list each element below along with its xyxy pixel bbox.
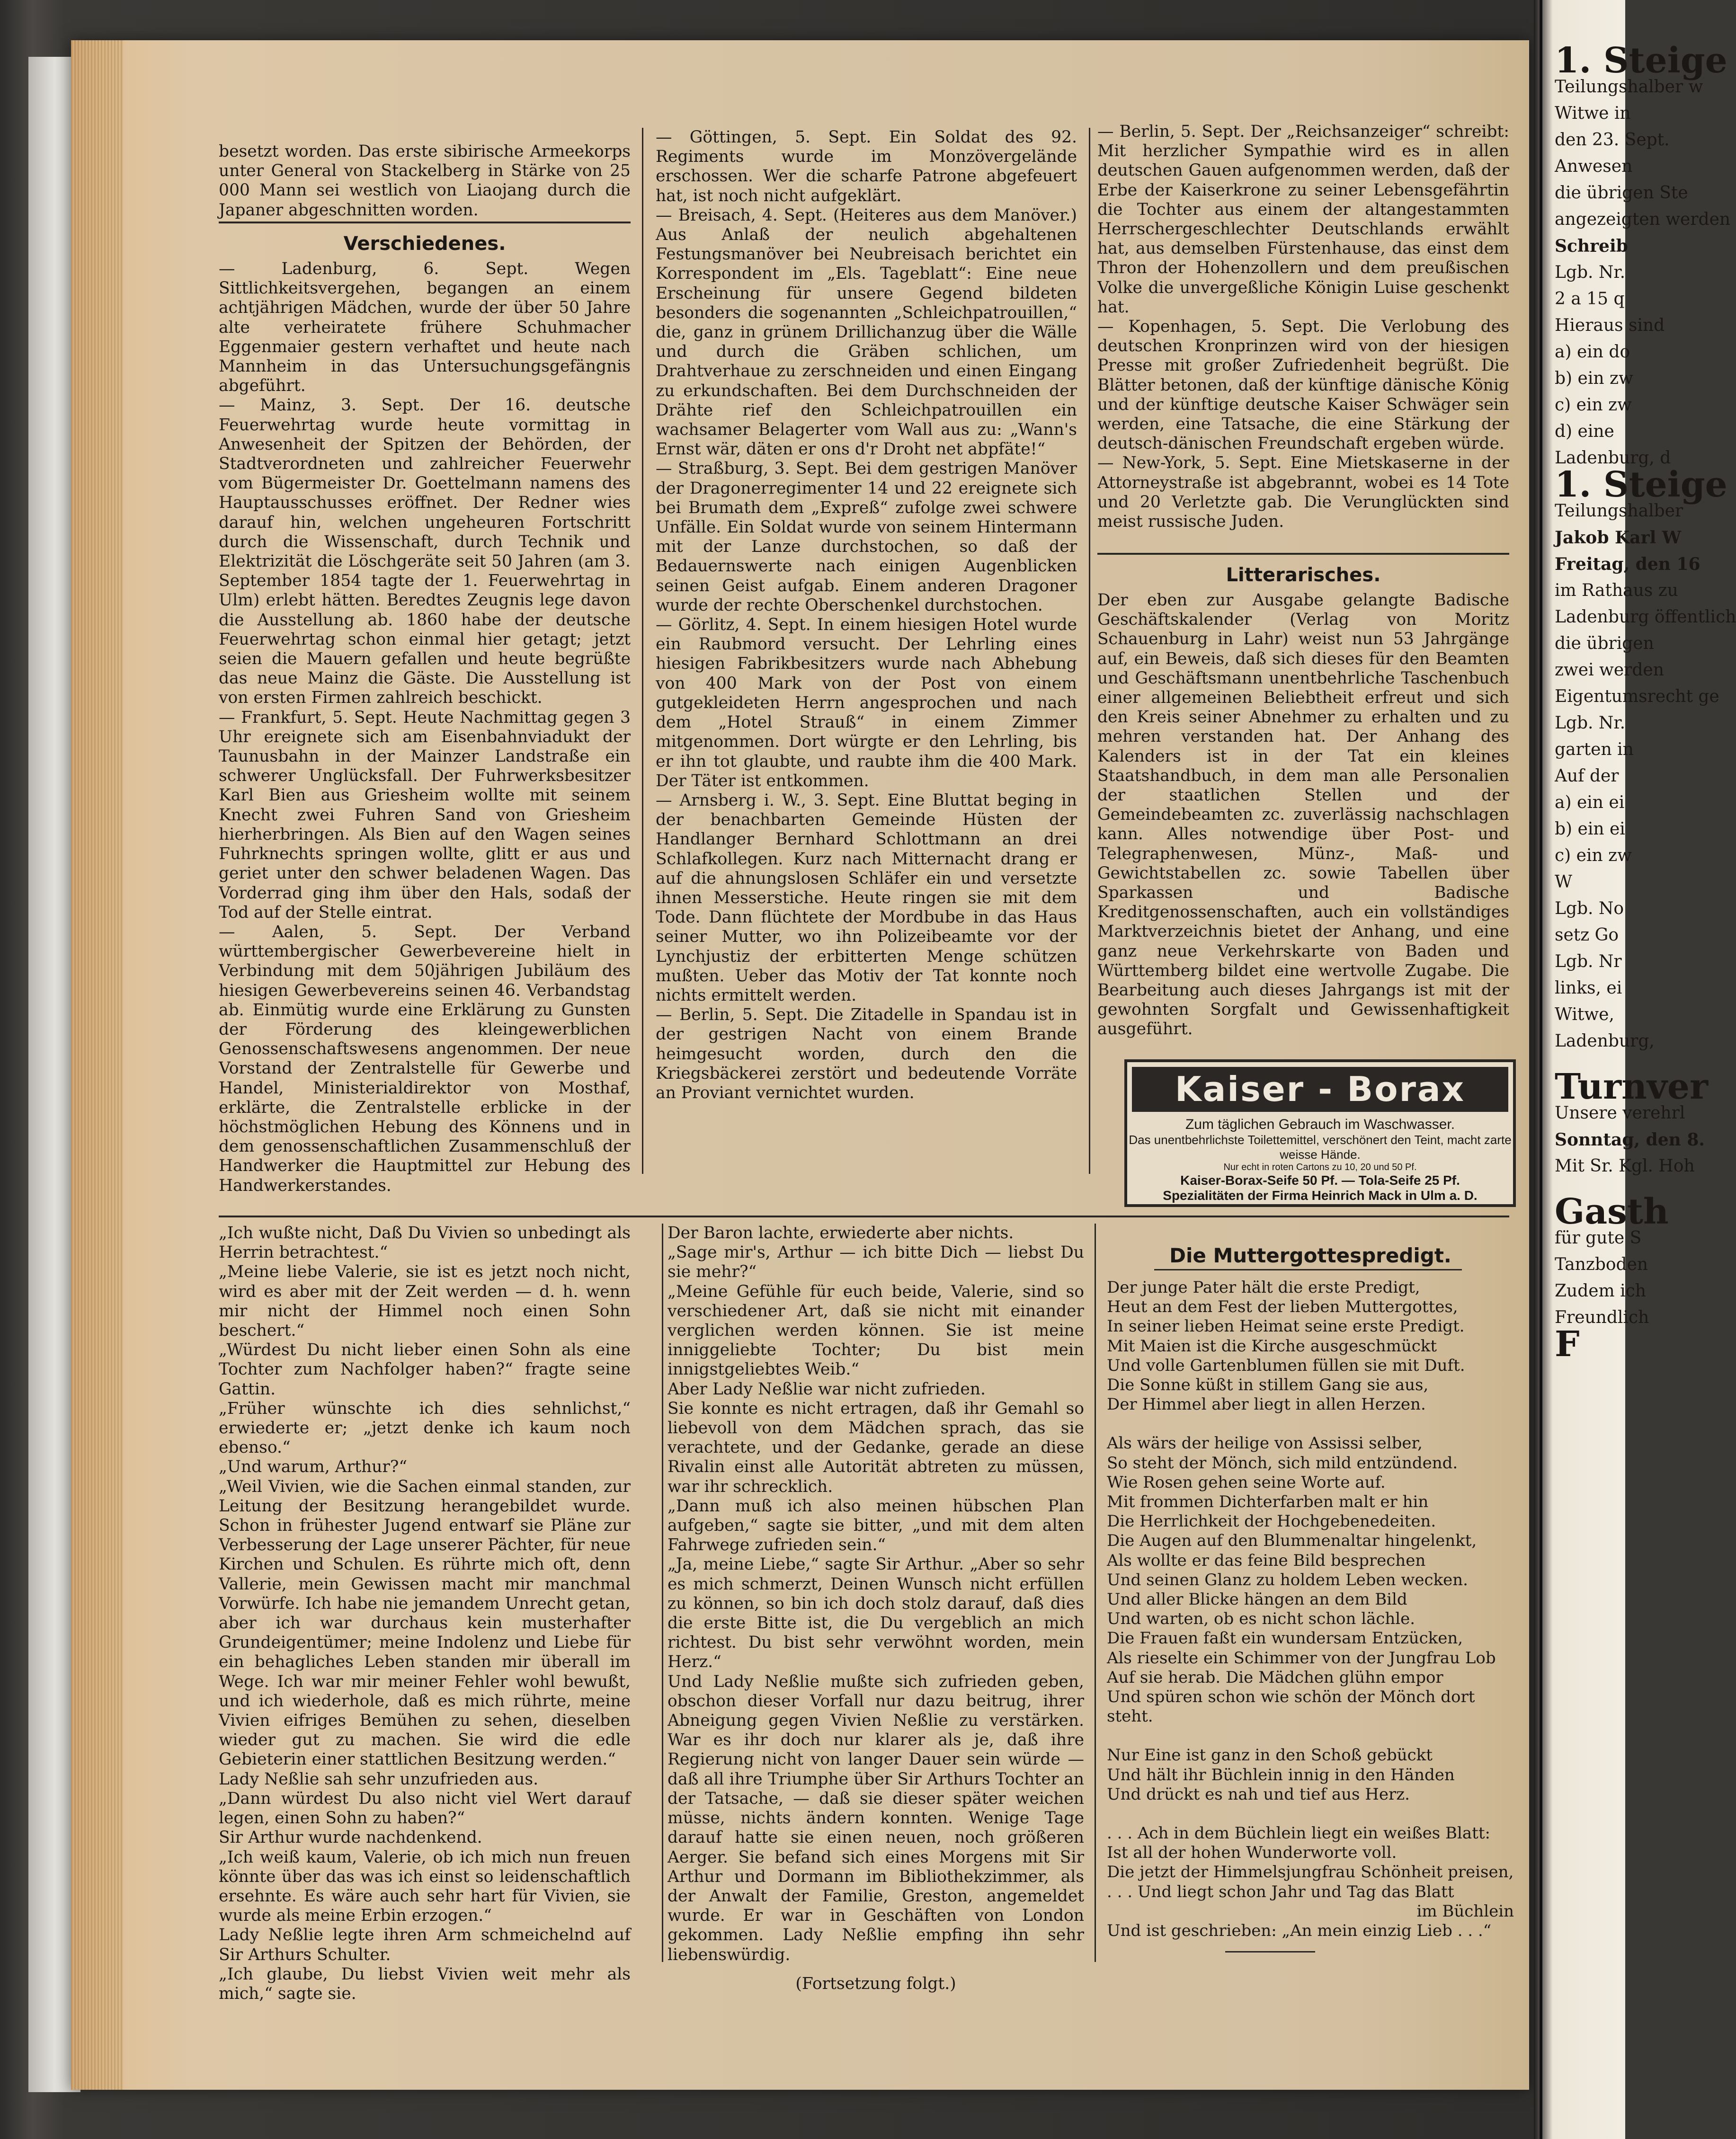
poem-line: Ist all der hohen Wunderworte voll. bbox=[1107, 1843, 1397, 1863]
novel-left-p7: Lady Neßlie sah sehr unzufrieden aus. bbox=[219, 1769, 539, 1789]
verschiedenes-heading: Verschiedenes. bbox=[343, 233, 506, 255]
novel-mid-p2: „Sage mir's, Arthur — ich bitte Dich — liebst Du sie mehr?“ bbox=[668, 1243, 1084, 1282]
poem-line: In seiner lieben Heimat seine erste Predigt. bbox=[1107, 1317, 1465, 1336]
novel-left-p8: „Dann würdest Du also nicht viel Wert darauf legen, einen Sohn zu haben?“ bbox=[219, 1789, 631, 1828]
ad-line-1: Zum täglichen Gebrauch im Waschwasser. bbox=[1185, 1117, 1455, 1132]
strip-line: Mit Sr. Kgl. Hoh bbox=[1555, 1156, 1695, 1176]
poem-line: Nur Eine ist ganz in den Schoß gebückt bbox=[1107, 1746, 1433, 1765]
poem-stanza-1 bbox=[1107, 1278, 1514, 1414]
strip-line: für gute S bbox=[1555, 1228, 1642, 1248]
strip-line: F bbox=[1555, 1324, 1580, 1365]
novel-left-p11: Lady Neßlie legte ihren Arm schmeichelnd auf Sir Arthurs Schulter. bbox=[219, 1926, 631, 1964]
strip-line: Freundlich bbox=[1555, 1308, 1649, 1327]
page-edges bbox=[71, 40, 123, 2090]
strip-line: Lgb. Nr bbox=[1555, 952, 1622, 971]
column-rule-3 bbox=[662, 1224, 663, 1962]
news-strassburg: — Straßburg, 3. Sept. Bei dem gestrigen Manöver der Dragonerregimenter 14 und 22 ereignete sich bei Brumath dem „Expreß“ zufolge zwei schwere Unfälle. Ein Soldat wurde von seinem Hintermann mit der Lanze durchstochen, so daß der Bedauernswerte nach einigen Augenblicken seinen Geist aufgab. Einem anderen Dragoner wurde der rechte Oberschenkel durchstochen. bbox=[656, 459, 1077, 615]
poem-line: Der junge Pater hält die erste Predigt, bbox=[1107, 1278, 1420, 1297]
strip-line: W bbox=[1555, 872, 1573, 892]
column-3 bbox=[1097, 122, 1509, 532]
news-newyork: — New-York, 5. Sept. Eine Mietskaserne in der Attorneystraße ist abgebrannt, wobei es 14 Tote und 20 Verletzte gab. Die Verunglückten sind meist russische Juden. bbox=[1097, 453, 1509, 532]
strip-line: 1. Steige bbox=[1555, 40, 1727, 81]
strip-line: Auf der bbox=[1555, 766, 1619, 786]
strip-line: a) ein do bbox=[1555, 342, 1630, 362]
news-mainz: — Mainz, 3. Sept. Der 16. deutsche Feuerwehrtag wurde heute vormittag in Anwesenheit der Spitzen der Behörden, der Stadtverordneten und zahlreicher Feuerwehr vom Bügermeister Dr. Goettelmann namens des Hauptausschusses eröffnet. Der Redner wies darauf hin, welchen ungeheuren Fortschritt durch die Wissenschaft, durch Technik und Elektrizität die Löschgeräte seit 50 Jahren (am 3. September 1854 tagte der 1. Feuerwehrtag in Ulm) erlebt hätten. Beredtes Zeugnis lege davon die Ausstellung ab. 1860 habe der deutsche Feuerwehrtag schon einmal hier getagt; jetzt seien die Mauern gefallen und heute begrüßte das neue Mainz die Gäste. Die Ausstellung ist von ersten Firmen zahlreich beschickt. bbox=[219, 396, 631, 708]
ad-line-5: Spezialitäten der Firma Heinrich Mack in Ulm a. D. bbox=[1163, 1188, 1478, 1203]
novel-mid-p3: „Meine Gefühle für euch beide, Valerie, sind so verschiedener Art, daß sie nicht mit einander verglichen werden können. Sie ist meine inniggeliebte Tochter; Du bist mein innigstgeliebtes Weib.“ bbox=[668, 1282, 1084, 1379]
news-arnsberg: — Arnsberg i. W., 3. Sept. Eine Bluttat beging in der benachbarten Gemeinde Hüsten der Handlanger Bernhard Schlottmann an drei Schlafkollegen. Kurz nach Mitternacht drang er auf die ahnungslosen Schläfer ein und versetzte ihnen Messerstiche. Heute ringen sie mit dem Tode. Dann flüchtete der Mordbube in das Haus seiner Mutter, wo ihn Polizeibeamte vor der Lynchjustiz der erbitterten Menge schützen mußten. Ueber das Motiv der Tat konnte noch nichts ermittelt werden. bbox=[656, 790, 1077, 1005]
strip-line: garten in bbox=[1555, 740, 1634, 759]
poem-line: Und spüren schon wie schön der Mönch dort steht. bbox=[1107, 1687, 1475, 1726]
column-1 bbox=[219, 142, 631, 220]
poem-line: Auf sie herab. Die Mädchen glühn empor bbox=[1107, 1668, 1443, 1687]
poem-line: Die Herrlichkeit der Hochgebenedeiten. bbox=[1107, 1512, 1436, 1531]
news-aalen: — Aalen, 5. Sept. Der Verband württembergischer Gewerbevereine hielt in Verbindung mit dem 50jährigen Jubiläum des hiesigen Gewerbevereins seinen 46. Verbandstag ab. Einmütig wurde eine Erklärung zu Gunsten der Förderung des kleingewerblichen Genossenschaftswesens angenommen. Der neue Vorstand der Zentralstelle für Gewerbe und Handel, Ministerialdirektor von Mosthaf, erklärte, die Zentralstelle erblicke in der höchstmöglichen Hebung des Könnens und in dem genossenschaftlichen Zusammenschluß der Handwerker die Hauptmittel zur Hebung des Handwerkerstandes. bbox=[219, 922, 631, 1195]
novel-left-p6: „Weil Vivien, wie die Sachen einmal standen, zur Leitung der Besitzung herangebildet wurde. Schon in frühester Jugend entwarf sie Pläne zur Verbesserung der Lage unserer Pächter, für neue Kirchen und Schulen. Es rührte mich oft, denn Vallerie, mein Gewissen macht mir manchmal Vorwürfe. Ich habe nie jemandem Unrecht getan, aber ich war durchaus kein musterhafter Grundeigentümer; meine Indolenz und Liebe für ein behagliches Leben standen mir überall im Wege. Ich war mir meiner Fehler wohl bewußt, und ich wiederhole, daß es mich rührte, meine Vivien eifriges Bemühen zu sehen, dieselben wieder gut zu machen. Sie wird die edle Gebieterin einer stattlichen Besitzung werden.“ bbox=[219, 1477, 631, 1769]
strip-line: d) eine bbox=[1555, 422, 1614, 441]
poem-line: Die Sonne küßt in stillem Gang sie aus, bbox=[1107, 1376, 1429, 1395]
poem-line: Als rieselte ein Schimmer von der Jungfrau Lob bbox=[1107, 1648, 1496, 1668]
strip-line: Unsere verehrl bbox=[1555, 1103, 1685, 1123]
poem-line: Und ist geschrieben: „An mein einzig Lieb . . .“ bbox=[1107, 1921, 1492, 1941]
strip-line: Lgb. Nr. bbox=[1555, 263, 1626, 282]
poem-line: Mit Maien ist die Kirche ausgeschmückt bbox=[1107, 1336, 1437, 1356]
poem-line: Und aller Blicke hängen an dem Bild bbox=[1107, 1590, 1407, 1609]
poem-line: Die jetzt der Himmelsjungfrau Schönheit preisen, bbox=[1107, 1863, 1514, 1882]
novel-mid-p5: Sie konnte es nicht ertragen, daß ihr Gemahl so liebevoll von dem Mädchen sprach, das sie verachtete, und der Gedanke, gerade an diese Rivalin einst alle Autorität abtreten zu müssen, war ihr schrecklich. bbox=[668, 1399, 1084, 1496]
strip-line: b) ein zw bbox=[1555, 369, 1633, 388]
strip-line: Witwe, bbox=[1555, 1005, 1614, 1024]
novel-mid-p7: „Ja, meine Liebe,“ sagte Sir Arthur. „Aber so sehr es mich schmerzt, Deinen Wunsch nicht erfüllen zu können, so bin ich doch stolz darauf, daß dies die erste Bitte ist, die Du vergeblich an mich richtest. Du bist sehr verwöhnt worden, mein Herz.“ bbox=[668, 1555, 1084, 1672]
strip-line: den 23. Sept. bbox=[1555, 130, 1670, 150]
strip-line: c) ein zw bbox=[1555, 846, 1632, 865]
novel-middle-column bbox=[668, 1224, 1084, 1994]
poem-line: Und drückt es nah und tief aus Herz. bbox=[1107, 1784, 1410, 1804]
strip-line: Zudem ich bbox=[1555, 1281, 1646, 1301]
poem-line: Mit frommen Dichterfarben malt er hin bbox=[1107, 1492, 1429, 1512]
strip-line: c) ein zw bbox=[1555, 395, 1632, 415]
adjacent-page-strip bbox=[1534, 0, 1736, 2139]
novel-left-column bbox=[219, 1224, 631, 2004]
poem-stanza-3 bbox=[1107, 1746, 1514, 1804]
poem-line: Und hält ihr Büchlein innig in den Händen bbox=[1107, 1765, 1455, 1784]
strip-line: die übrigen bbox=[1555, 634, 1654, 653]
news-goettingen: — Göttingen, 5. Sept. Ein Soldat des 92. Regiments wurde im Monzövergelände erschossen. Wer die scharfe Patrone abgefeuert hat, ist noch nicht aufgeklärt. bbox=[656, 128, 1077, 205]
strip-line: Hieraus sind bbox=[1555, 316, 1665, 335]
strip-line: Anwesen bbox=[1555, 157, 1633, 176]
news-breisach: — Breisach, 4. Sept. (Heiteres aus dem Manöver.) Aus Anlaß der neulich abgehaltenen Festungsmanöver bei Neubreisach berichtet ein Korrespondent im „Els. Tageblatt“: Eine neue Erscheinung für unsere Gegend bildeten besonders die sogenannten „Schleichpatrouillen,“ die, ganz in grünem Drillichanzug über die Wälle und durch die Gräben schlichen, um Drahtverhaue zu zerschneiden und einen Eingang zu erkundschaften. Bei dem Durchschneiden der Drähte rief den Schleichpatrouillen ein wachsamer Belagerter vom Wall aus zu: „Wann's Ernst wär, däten er ons d'r Droht net abpfäte!“ bbox=[656, 205, 1077, 459]
novel-left-p9: Sir Arthur wurde nachdenkend. bbox=[219, 1828, 482, 1847]
strip-line: zwei werden bbox=[1555, 660, 1664, 680]
poem-stanza-2 bbox=[1107, 1434, 1514, 1726]
novel-mid-p1: Der Baron lachte, erwiederte aber nichts. bbox=[668, 1224, 1014, 1243]
strip-line: Freitag, den 16 bbox=[1555, 554, 1700, 574]
poem-line: . . . Und liegt schon Jahr und Tag das Blatt bbox=[1107, 1882, 1454, 1901]
poem-stanza-4 bbox=[1107, 1824, 1514, 1941]
poem-title: Die Muttergottespredigt. bbox=[1169, 1244, 1451, 1267]
poem-section bbox=[1107, 1244, 1514, 1953]
litterarisches-text: Der eben zur Ausgabe gelangte Badische Geschäftskalender (Verlag von Moritz Schauenburg in Lahr) weist nun 53 Jahrgänge auf, ein Beweis, daß sich dieses für den Beamten und Geschäftsmann unentbehrliche Taschenbuch einer allgemeinen Beliebtheit erfreut und sich den Kreis seiner Abnehmer zu erhalten und zu mehren verstanden hat. Der Anhang des Kalenders ist in der Tat ein kleines Staatshandbuch, in dem man alle Personalien der staatlichen Stellen und der Gemeindebeamten zc. zuverlässig nachschlagen kann. Alles notwendige über Post- und Telegraphenwesen, Münz-, Maß- und Gewichtstabellen zc. sowie Tabellen über Sparkassen und Badische Kreditgenossenschaften, auch ein vollständiges Marktverzeichnis bietet der Anhang, und eine ganz neue Verkehrskarte von Baden und Württemberg bildet eine wertvolle Zugabe. Die Bearbeitung auch dieses Jahrgangs ist mit der gewohnten Sorgfalt und Gewissenhaftigkeit ausgeführt. bbox=[1097, 591, 1509, 1039]
litterarisches-heading: Litterarisches. bbox=[1226, 564, 1381, 586]
ad-line-2: Das unentbehrlichste Toilettemittel, verschönert den Teint, macht zarte weisse Hände. bbox=[1129, 1133, 1512, 1162]
novel-left-p1: „Ich wußte nicht, Daß Du Vivien so unbedingt als Herrin betrachtest.“ bbox=[219, 1224, 631, 1262]
poem-line: Und volle Gartenblumen füllen sie mit Duft. bbox=[1107, 1356, 1465, 1375]
novel-left-p4: „Früher wünschte ich dies sehnlichst,“ erwiederte er; „jetzt denke ich kaum noch ebenso.“ bbox=[219, 1399, 631, 1457]
spine-shadow bbox=[1540, 0, 1542, 2139]
section-divider bbox=[219, 1216, 1509, 1217]
news-ladenburg: — Ladenburg, 6. Sept. Wegen Sittlichkeitsvergehen, begangen an einem achtjährigen Mädchen, wurde der über 50 Jahre alte verheiratete frühere Schuhmacher Eggenmaier gestern verhaftet und heute nach Mannheim in das Untersuchungsgefängnis abgeführt. bbox=[219, 259, 631, 396]
strip-line: Turnver bbox=[1555, 1066, 1708, 1107]
poem-line: Die Augen auf den Blummenaltar hingelenkt, bbox=[1107, 1531, 1477, 1551]
column-rule-2 bbox=[1089, 128, 1090, 1174]
news-goerlitz: — Görlitz, 4. Sept. In einem hiesigen Hotel wurde ein Raubmord versucht. Der Lehrling eines hiesigen Fabrikbesitzers wurde nach Abhebung von 400 Mark von der Post von einem gutgekleideten Herrn angesprochen und nach dem „Hotel Strauß“ in einem Zimmer mitgenommen. Dort würgte er den Lehrling, bis er ihn tot glaubte, und raubte ihm die 400 Mark. Der Täter ist entkommen. bbox=[656, 615, 1077, 790]
poem-title-underline bbox=[1154, 1269, 1462, 1270]
col3-rule bbox=[1097, 553, 1509, 555]
poem-line: Wie Rosen gehen seine Worte auf. bbox=[1107, 1473, 1386, 1492]
strip-line: 2 a 15 q bbox=[1555, 289, 1625, 309]
novel-left-p5: „Und warum, Arthur?“ bbox=[219, 1457, 408, 1477]
novel-footer: (Fortsetzung folgt.) bbox=[795, 1974, 956, 1993]
strip-line: Jakob Karl W bbox=[1555, 528, 1682, 548]
strip-line: 1. Steige bbox=[1555, 464, 1727, 505]
col1-intro: besetzt worden. Das erste sibirische Armeekorps unter General von Stackelberg in Stärke von 25 000 Mann sei westlich von Liaojang durch die Japaner abgeschnitten worden. bbox=[219, 142, 631, 220]
novel-mid-p8: Und Lady Neßlie mußte sich zufrieden geben, obschon dieser Vorfall nur dazu beitrug, ihrer Abneigung gegen Vivien Neßlie zu verstärken. War es ihr doch nur klarer als je, daß ihre Regierung nicht von langer Dauer sein würde — daß all ihre Triumphe über Sir Arthurs Tochter an der Tatsache, — daß sie dieser später weichen müsse, nichts ändern konnten. Wenige Tage darauf hatte sie einen neuen, noch größeren Aerger. Sie befand sich eines Morgens mit Sir Arthur und Dormann im Bibliothekzimmer, als der Anwalt der Familie, Greston, angemeldet wurde. Er war in Geschäften von London gekommen. Lady Neßlie empfing ihn sehr liebenswürdig. bbox=[668, 1672, 1084, 1964]
strip-line: die übrigen Ste bbox=[1555, 183, 1688, 203]
strip-line: a) ein ei bbox=[1555, 793, 1625, 812]
poem-line: Und warten, ob es nicht schon lächle. bbox=[1107, 1609, 1416, 1629]
strip-line: Schreib bbox=[1555, 236, 1628, 256]
poem-line: Heut an dem Fest der lieben Muttergottes, bbox=[1107, 1297, 1458, 1317]
column-rule-4 bbox=[1095, 1224, 1096, 1962]
strip-line: Eigentumsrecht ge bbox=[1555, 687, 1719, 706]
strip-line: im Rathaus zu bbox=[1555, 581, 1678, 600]
poem-line: Als wollte er das feine Bild besprechen bbox=[1107, 1551, 1426, 1570]
strip-line: Ladenburg öffentlich bbox=[1555, 607, 1736, 627]
poem-line: . . . Ach in dem Büchlein liegt ein weißes Blatt: bbox=[1107, 1824, 1490, 1843]
poem-line: Die Frauen faßt ein wundersam Entzücken, bbox=[1107, 1629, 1463, 1648]
poem-line: Als wärs der heilige von Assissi selber, bbox=[1107, 1434, 1423, 1453]
ad-brand: Kaiser - Borax bbox=[1132, 1067, 1508, 1112]
novel-mid-p6: „Dann muß ich also meinen hübschen Plan aufgeben,“ sagte sie bitter, „und mit dem alten Fahrwege zufrieden sein.“ bbox=[668, 1496, 1084, 1555]
ad-line-3: Nur echt in roten Cartons zu 10, 20 und 50 Pf. bbox=[1223, 1162, 1417, 1172]
strip-line: b) ein ei bbox=[1555, 819, 1625, 839]
litterarisches-section bbox=[1097, 558, 1509, 1039]
novel-left-p12: „Ich glaube, Du liebst Vivien weit mehr als mich,“ sagte sie. bbox=[219, 1964, 631, 2003]
poem-line: im Büchlein bbox=[1416, 1901, 1514, 1921]
strip-line: Sonntag, den 8. bbox=[1555, 1130, 1705, 1150]
strip-line: angezeigten werden bbox=[1555, 210, 1731, 229]
strip-line: Witwe in bbox=[1555, 104, 1631, 123]
strip-line: setz Go bbox=[1555, 925, 1619, 945]
col1-rule bbox=[219, 222, 631, 223]
news-kopenhagen: — Kopenhagen, 5. Sept. Die Verlobung des deutschen Kronprinzen wird von der hiesigen Presse mit großer Zufriedenheit begrüßt. Die Blätter betonen, daß der künftige dänische König und der künftige deutsche Kaiser Schwäger sein werden, eine Tatsache, die eine Stärkung der deutsch-dänischen Freundschaft ergeben würde. bbox=[1097, 317, 1509, 453]
column-rule-1 bbox=[642, 128, 643, 1174]
column-1-news bbox=[219, 226, 631, 1196]
novel-left-p2: „Meine liebe Valerie, sie ist es jetzt noch nicht, wird es aber mit der Zeit werden — d. h. wenn mir nicht der Himmel noch einen Sohn beschert.“ bbox=[219, 1262, 631, 1340]
poem-end-rule bbox=[1225, 1951, 1315, 1953]
strip-line: Gasth bbox=[1555, 1191, 1669, 1232]
strip-line: Ladenburg, bbox=[1555, 1031, 1655, 1051]
strip-line: Teilungshalber w bbox=[1555, 77, 1703, 97]
strip-line: Ladenburg, d bbox=[1555, 448, 1671, 468]
strip-line: Tanzboden bbox=[1555, 1255, 1648, 1274]
poem-line: Der Himmel aber liegt in allen Herzen. bbox=[1107, 1395, 1426, 1414]
news-berlin-spandau: — Berlin, 5. Sept. Die Zitadelle in Spandau ist in der gestrigen Nacht von einem Brande heimgesucht worden, durch den die Kriegsbäckerei zerstört und bedeutende Vorräte an Proviant vernichtet wurden. bbox=[656, 1005, 1077, 1102]
column-2 bbox=[656, 128, 1077, 1103]
novel-left-p10: „Ich weiß kaum, Valerie, ob ich mich nun freuen könnte über das was ich einst so leidenschaftlich ersehnte. Es wäre auch sehr hart für Vivien, sie wurde als meine Erbin erzogen.“ bbox=[219, 1847, 631, 1926]
poem-line: So steht der Mönch, sich mild entzündend. bbox=[1107, 1453, 1458, 1473]
news-berlin-reichsanzeiger: — Berlin, 5. Sept. Der „Reichsanzeiger“ schreibt: Mit herzlicher Sympathie wird es in allen deutschen Gauen aufgenommen werden, daß der Erbe der Kaiserkrone zu seiner Lebensgefährtin die Tochter aus einem der altangestammten Herrschergeschlechter Deutschlands erwählt hat, aus demselben Fürstenhause, das einst dem Thron der Hohenzollern und dem preußischen Volke die unvergeßliche Königin Luise geschenkt hat. bbox=[1097, 122, 1509, 317]
strip-line: links, ei bbox=[1555, 978, 1622, 998]
poem-line: Und seinen Glanz zu holdem Leben wecken. bbox=[1107, 1570, 1468, 1589]
ad-line-4: Kaiser-Borax-Seife 50 Pf. — Tola-Seife 25 Pf. bbox=[1180, 1173, 1460, 1188]
news-frankfurt: — Frankfurt, 5. Sept. Heute Nachmittag gegen 3 Uhr ereignete sich am Eisenbahnviadukt der Taunusbahn in der Mainzer Landstraße ein schwerer Unglücksfall. Der Fuhrwerksbesitzer Karl Bien aus Griesheim wollte mit seinem Knecht zwei Fuhren Sand von Griesheim hierherbringen. Als Bien auf den Wagen seines Fuhrknechts springen wollte, glitt er aus und geriet unter den schwer beladenen Wagen. Das Vorderrad ging ihm über den Hals, sodaß der Tod auf der Stelle eintrat. bbox=[219, 708, 631, 922]
strip-line: Lgb. Nr. bbox=[1555, 713, 1626, 733]
strip-line: Teilungshalber bbox=[1555, 501, 1683, 521]
novel-mid-p4: Aber Lady Neßlie war nicht zufrieden. bbox=[668, 1379, 986, 1399]
novel-left-p3: „Würdest Du nicht lieber einen Sohn als eine Tochter zum Nachfolger haben?“ fragte seine Gattin. bbox=[219, 1340, 631, 1399]
kaiser-borax-ad bbox=[1124, 1059, 1516, 1207]
strip-line: Lgb. No bbox=[1555, 899, 1624, 918]
